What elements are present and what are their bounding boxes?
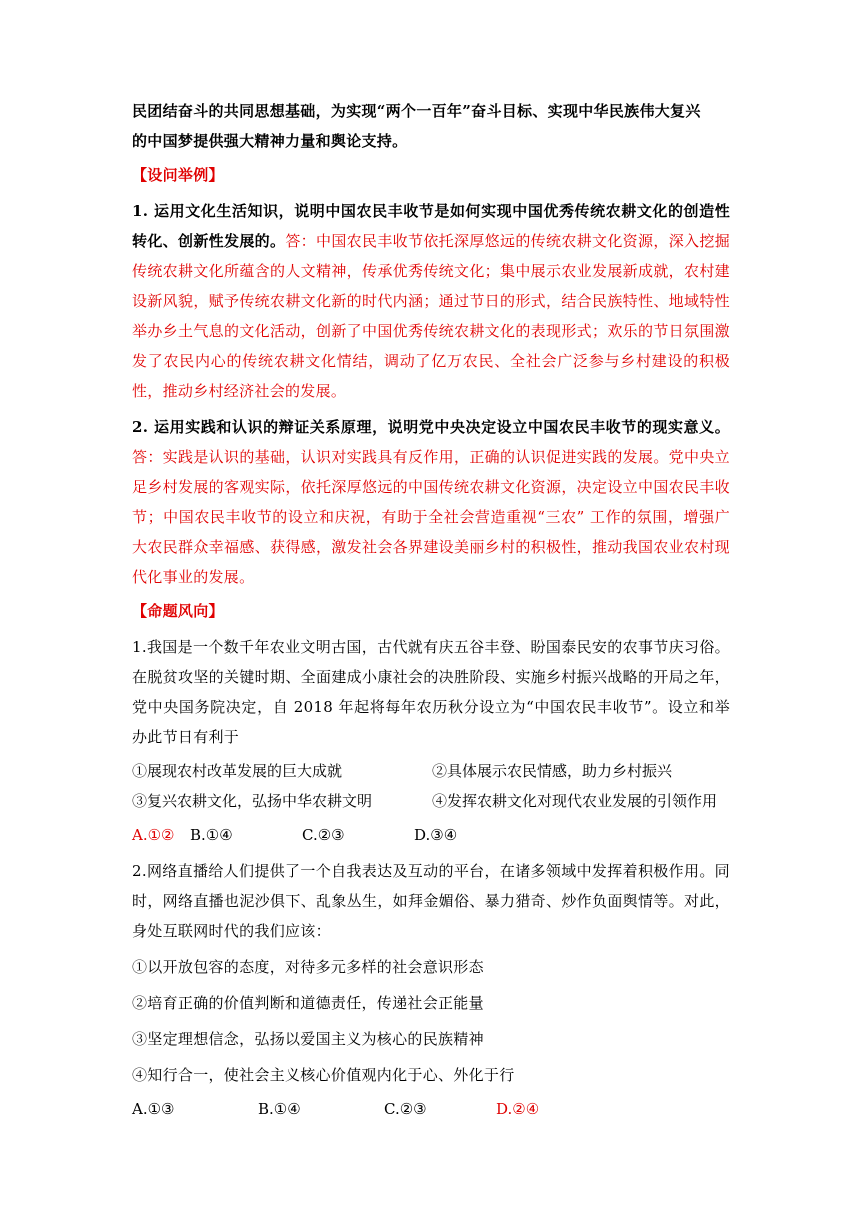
mc1-options <box>132 820 730 850</box>
mc2-option-b: B.①④ <box>258 1100 301 1118</box>
document-page <box>132 96 730 1124</box>
section-heading-examples: 【设问举例】 <box>132 166 224 184</box>
question-2-answer: 答：实践是认识的基础，认识对实践具有反作用，正确的认识促进实践的发展。党中央立足乡村发展的客观实际，依托深厚悠远的中国传统农耕文化资源，决定设立中国农民丰收节；中国农民丰收节的设立和庆祝，有助于全社会营造重视“三农” 工作的氛围，增强广大农民群众幸福感、获得感，激发社会各界建设美丽乡村的积极性，推动我国农业农村现代化事业的发展。 <box>132 448 730 586</box>
mc2-item-1: ①以开放包容的态度，对待多元多样的社会意识形态 <box>132 958 484 976</box>
section-heading-trends: 【命题风向】 <box>132 602 224 620</box>
question-1 <box>132 196 730 406</box>
mc1-item-2: ②具体展示农民情感，助力乡村振兴 <box>432 762 673 780</box>
question-1-text: 1. 运用文化生活知识，说明中国农民丰收节是如何实现中国优秀传统农耕文化的创造性转化、创新性发展的。 <box>132 202 730 250</box>
mc2-item-3: ③坚定理想信念，弘扬以爱国主义为核心的民族精神 <box>132 1030 484 1048</box>
mc2-option-c: C.②③ <box>384 1100 427 1118</box>
mc2-option-a: A.①③ <box>132 1100 175 1118</box>
intro-line-2: 的中国梦提供强大精神力量和舆论支持。 <box>132 132 408 150</box>
mc1-stem: 1.我国是一个数千年农业文明古国，古代就有庆五谷丰登、盼国泰民安的农事节庆习俗。在脱贫攻坚的关键时期、全面建成小康社会的决胜阶段、实施乡村振兴战略的开局之年，党中央国务院决定，自 2018 年起将每年农历秋分设立为“中国农民丰收节”。设立和举办此节日有利于 <box>132 638 730 746</box>
mc2-item-2: ②培育正确的价值判断和道德责任，传递社会正能量 <box>132 994 484 1012</box>
mc1-option-a: A.①② <box>132 826 175 844</box>
mc2-option-d: D.②④ <box>496 1100 540 1118</box>
mc1-option-c: C.②③ <box>302 826 345 844</box>
mc1-item-3: ③复兴农耕文化，弘扬中华农耕文明 <box>132 792 373 810</box>
mc2-item-4: ④知行合一，使社会主义核心价值观内化于心、外化于行 <box>132 1066 515 1084</box>
mc2-stem: 2.网络直播给人们提供了一个自我表达及互动的平台，在诸多领域中发挥着积极作用。同时，网络直播也泥沙俱下、乱象丛生，如拜金媚俗、暴力猎奇、炒作负面舆情等。对此，身处互联网时代的我们应该： <box>132 862 730 940</box>
question-2 <box>132 412 730 592</box>
intro-line-1: 民团结奋斗的共同思想基础，为实现“两个一百年”奋斗目标、实现中华民族伟大复兴 <box>132 102 701 120</box>
mc1-option-d: D.③④ <box>414 826 458 844</box>
mc1-option-b: B.①④ <box>190 826 233 844</box>
question-1-answer: 答：中国农民丰收节依托深厚悠远的传统农耕文化资源，深入挖掘传统农耕文化所蕴含的人文精神，传承优秀传统文化；集中展示农业发展新成就，农村建设新风貌，赋予传统农耕文化新的时代内涵；通过节日的形式，结合民族特性、地域特性举办乡土气息的文化活动，创新了中国优秀传统农耕文化的表现形式；欢乐的节日氛围激发了农民内心的传统农耕文化情结，调动了亿万农民、全社会广泛参与乡村建设的积极性，推动乡村经济社会的发展。 <box>132 232 730 400</box>
mc2-options <box>132 1094 730 1124</box>
mc1-items <box>132 756 730 816</box>
mc1-item-1: ①展现农村改革发展的巨大成就 <box>132 762 343 780</box>
question-2-text: 2. 运用实践和认识的辩证关系原理，说明党中央决定设立中国农民丰收节的现实意义。 <box>132 418 730 436</box>
mc1-item-4: ④发挥农耕文化对现代农业发展的引领作用 <box>432 792 718 810</box>
